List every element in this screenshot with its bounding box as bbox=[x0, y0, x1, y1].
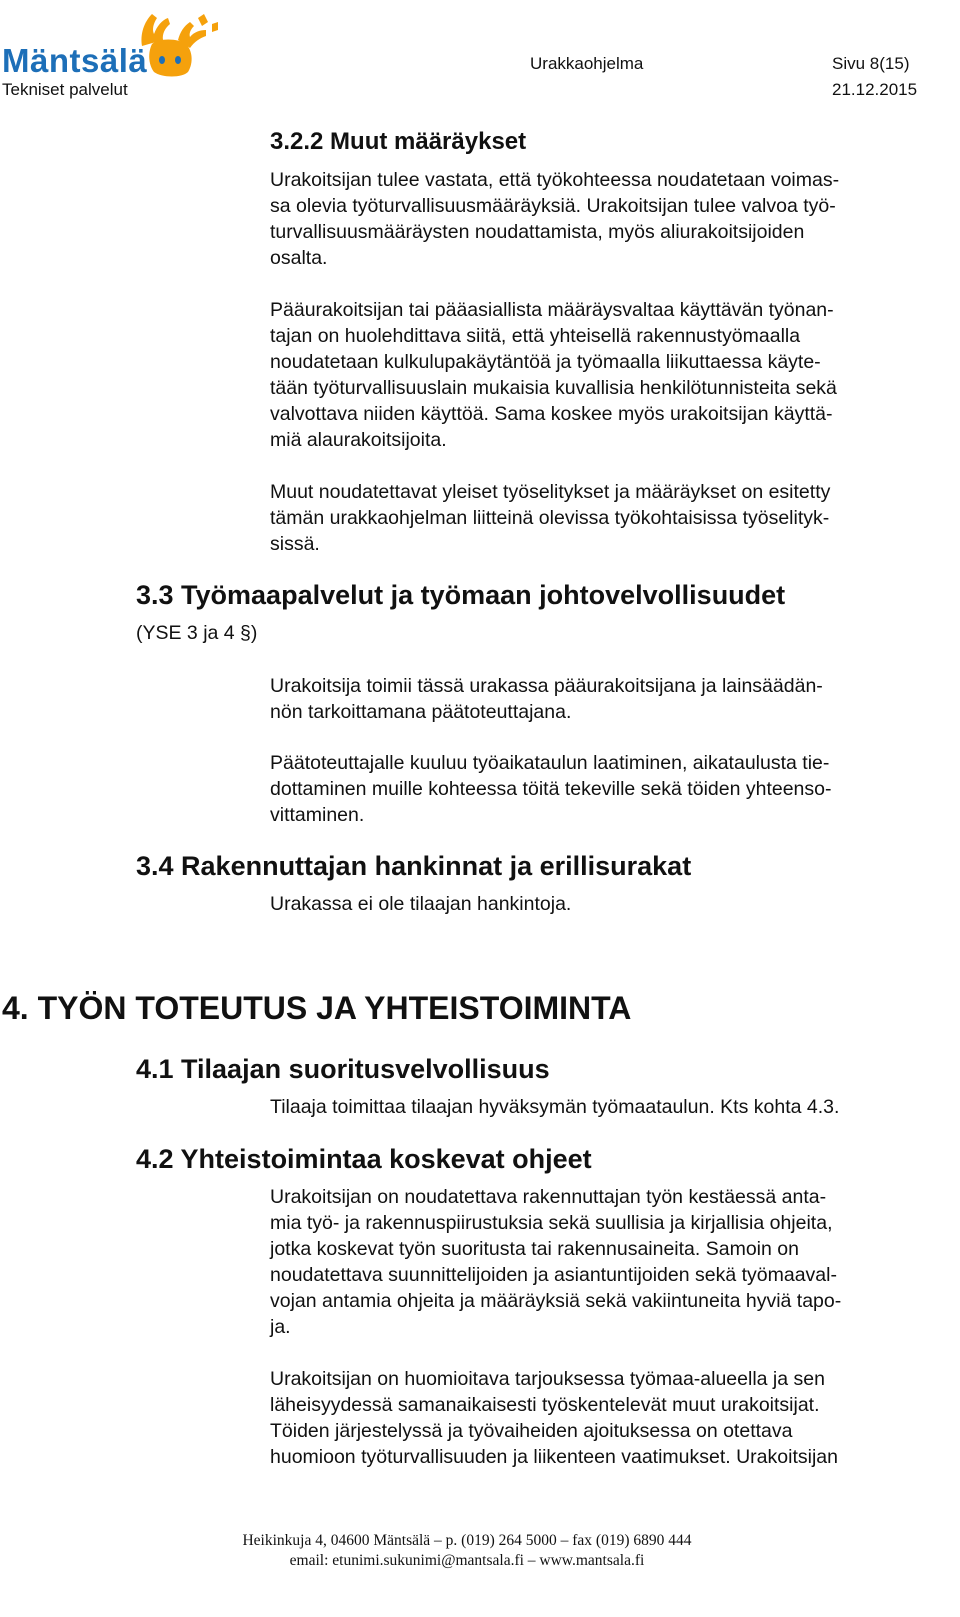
heading-3-3: 3.3 Työmaapalvelut ja työmaan johtovelvollisuudet bbox=[136, 580, 786, 610]
footer-address: Heikinkuja 4, 04600 Mäntsälä – p. (019) 264 5000 – fax (019) 6890 444 bbox=[242, 1532, 692, 1549]
document-title: Urakkaohjelma bbox=[530, 54, 644, 73]
paragraph-3-2-2-b: Pääurakoitsijan tai pääasiallista määräysvaltaa käyttävän työnan- tajan on huolehdittava siitä, että yhteisellä rakennustyömaalla noudatetaan kulkulupakäytäntöä ja työmaalla liikuttaessa käyte- tään työturvallisuuslain mukaisia kuvallisia henkilötunnisteita sekä valvottava niiden käyttöä. Sama koskee myös urakoitsijan käyttä- miä alaurakoitsijoita. bbox=[270, 299, 837, 451]
paragraph-3-2-2-a: Urakoitsijan tulee vastata, että työkohteessa noudatetaan voimas- sa olevia työturvallisuusmääräyksiä. Urakoitsijan tulee valvoa työ- turvallisuusmääräysten noudattamista, myös aliurakoitsijoiden osalta. bbox=[270, 169, 840, 269]
paragraph-3-4: Urakassa ei ole tilaajan hankintoja. bbox=[270, 893, 572, 915]
heading-4-1: 4.1 Tilaajan suoritusvelvollisuus bbox=[136, 1054, 550, 1084]
paragraph-4-2-a: Urakoitsijan on noudatettava rakennuttajan työn kestäessä anta- mia työ- ja rakennuspiirustuksia sekä suullisia ja kirjallisia ohjeita, jotka koskevat työn suoritusta tai rakennusaineita. Samoin on noudatettava suunnittelijoiden ja asiantuntijoiden sekä työmaaval- vojan antamia ohjeita ja määräyksiä sekä vakiintuneita hyviä tapo- ja. bbox=[270, 1186, 842, 1338]
mantsala-logo bbox=[2, 4, 222, 80]
paragraph-3-2-2-c: Muut noudatettavat yleiset työselitykset ja määräykset on esitetty tämän urakkaohjelman liitteinä olevissa työkohtaisissa työselityk- sissä. bbox=[270, 481, 831, 555]
paragraph-3-3-a: Urakoitsija toimii tässä urakassa pääurakoitsijana ja lainsäädän- nön tarkoittamana päätoteuttajana. bbox=[270, 675, 823, 723]
paragraph-4-1: Tilaaja toimittaa tilaajan hyväksymän työmaataulun. Kts kohta 4.3. bbox=[270, 1096, 840, 1118]
heading-3-4: 3.4 Rakennuttajan hankinnat ja erillisurakat bbox=[136, 851, 692, 881]
heading-3-2-2: 3.2.2 Muut määräykset bbox=[270, 128, 527, 155]
department-label: Tekniset palvelut bbox=[2, 80, 128, 99]
document-date: 21.12.2015 bbox=[832, 80, 918, 99]
subheading-3-3-yse: (YSE 3 ja 4 §) bbox=[136, 622, 258, 644]
page-number: Sivu 8(15) bbox=[832, 54, 910, 73]
heading-4: 4. TYÖN TOTEUTUS JA YHTEISTOIMINTA bbox=[2, 990, 632, 1026]
logo-wordmark: Mäntsälä bbox=[2, 42, 148, 79]
paragraph-4-2-b: Urakoitsijan on huomioitava tarjouksessa työmaa-alueella ja sen läheisyydessä samanaikaisesti työskentelevät muut urakoitsijat. Töiden järjestelyssä ja työvaiheiden ajoituksessa on otettava huomioon työturvallisuuden ja liikenteen vaatimukset. Urakoitsijan bbox=[270, 1368, 838, 1468]
heading-4-2: 4.2 Yhteistoimintaa koskevat ohjeet bbox=[136, 1144, 592, 1174]
paragraph-3-3-b: Päätoteuttajalle kuuluu työaikataulun laatiminen, aikataulusta tie- dottaminen muille kohteessa töitä tekeville sekä töiden yhteenso- vittaminen. bbox=[270, 752, 832, 826]
footer-contact: email: etunimi.sukunimi@mantsala.fi – www.mantsala.fi bbox=[289, 1552, 645, 1569]
